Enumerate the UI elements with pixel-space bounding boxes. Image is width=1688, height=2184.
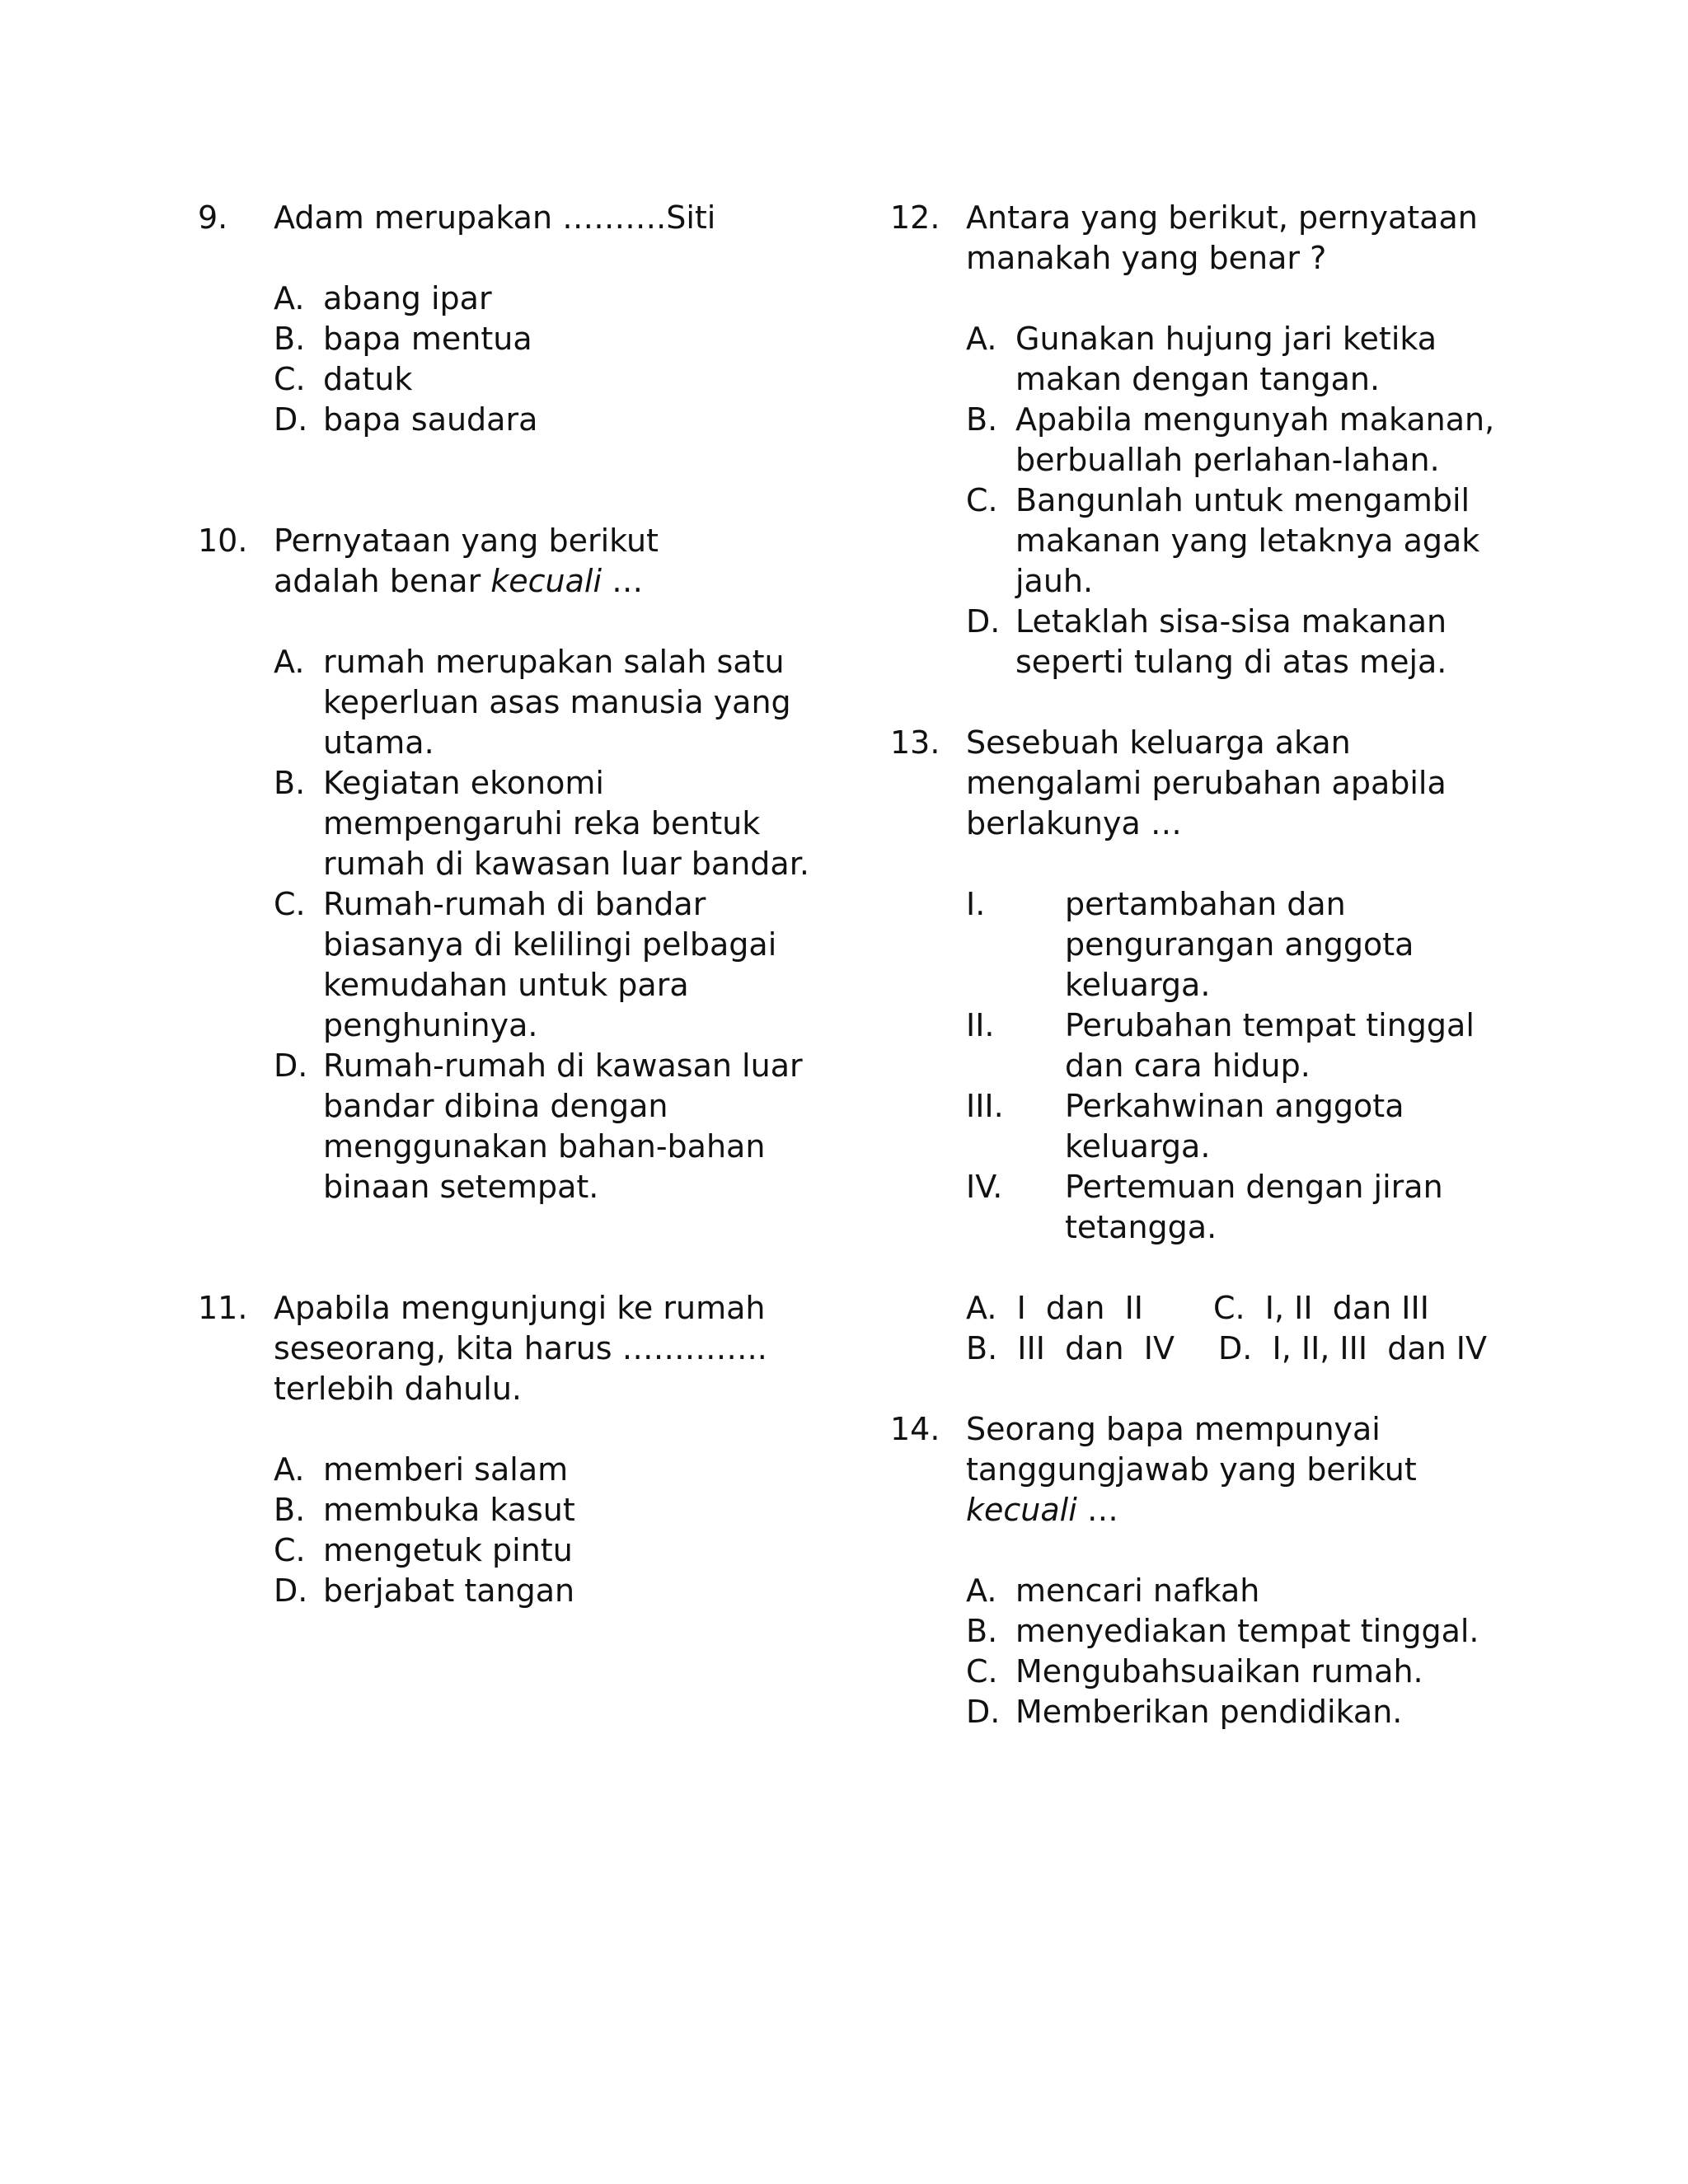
option-text: bapa mentua <box>323 321 532 357</box>
option-text: Mengubahsuaikan rumah. <box>1015 1653 1423 1690</box>
option-text: memberi salam <box>323 1451 569 1488</box>
statement-numeral: I. <box>966 886 986 922</box>
option-letter: C. <box>274 886 306 922</box>
option-letter: A. <box>274 280 305 316</box>
option-b <box>966 1611 1500 1652</box>
option-letter: D. <box>966 603 1001 640</box>
answer-a: A. I dan II <box>966 1290 1143 1326</box>
option-letter: B. <box>966 401 998 438</box>
stem-line: tanggungjawab yang berikut <box>966 1451 1417 1488</box>
statement-text: Perkahwinan anggota keluarga. <box>1065 1088 1404 1165</box>
option-d <box>274 400 824 440</box>
option-text: Apabila mengunyah makanan, berbuallah perlahan-lahan. <box>1015 401 1495 478</box>
question-stem: Sesebuah keluarga akan mengalami perubahan apabila berlakunya … <box>966 724 1447 841</box>
statement-text: Pertemuan dengan jiran tetangga. <box>1065 1169 1443 1245</box>
option-a <box>274 279 824 319</box>
option-letter: C. <box>966 482 998 518</box>
question-number: 10. <box>198 523 248 559</box>
stem-italic-word: kecuali <box>966 1492 1077 1528</box>
answer-grid <box>966 1288 1500 1369</box>
option-letter: B. <box>966 1613 998 1649</box>
option-text: Bangunlah untuk mengambil makanan yang letaknya agak jauh. <box>1015 482 1480 599</box>
stem-line: Pernyataan yang berikut <box>274 523 659 559</box>
option-text: datuk <box>323 361 413 397</box>
option-text: mencari nafkah <box>1015 1572 1260 1609</box>
stem-ellipsis: … <box>1076 1492 1118 1528</box>
option-letter: A. <box>274 1451 305 1488</box>
answer-c: C. I, II dan III <box>1213 1290 1429 1326</box>
question-11 <box>198 1288 824 1611</box>
option-text: Rumah-rumah di bandar biasanya di kelilingi pelbagai kemudahan untuk para penghuninya. <box>323 886 777 1043</box>
statement-list <box>966 884 1500 1248</box>
statement-numeral: III. <box>966 1088 1004 1124</box>
question-stem: Apabila mengunjungi ke rumah seseorang, kita harus ………….. terlebih dahulu. <box>274 1290 767 1407</box>
option-a <box>966 319 1500 400</box>
option-letter: D. <box>274 401 308 438</box>
question-stem <box>274 521 824 602</box>
option-list <box>274 279 824 440</box>
stem-text: adalah benar <box>274 563 491 599</box>
question-number: 13. <box>890 724 940 761</box>
question-stem: Antara yang berikut, pernyataan manakah yang benar ? <box>966 199 1478 276</box>
answer-row <box>966 1288 1500 1329</box>
statement-ii <box>966 1005 1500 1086</box>
option-text: Memberikan pendidikan. <box>1015 1694 1403 1730</box>
option-b <box>274 319 824 359</box>
stem-line <box>966 1490 1500 1530</box>
option-list <box>274 642 824 1207</box>
option-list <box>274 1450 824 1611</box>
question-number: 14. <box>890 1411 940 1447</box>
option-c <box>274 359 824 400</box>
option-b <box>274 1490 824 1530</box>
option-letter: C. <box>966 1653 998 1690</box>
option-letter: B. <box>274 321 306 357</box>
option-c <box>966 480 1500 602</box>
option-a <box>274 642 824 763</box>
statement-i <box>966 884 1500 1005</box>
statement-text: pertambahan dan pengurangan anggota keluarga. <box>1065 886 1414 1003</box>
stem-line <box>274 561 824 602</box>
option-text: Kegiatan ekonomi mempengaruhi reka bentuk rumah di kawasan luar bandar. <box>323 765 809 882</box>
option-text: membuka kasut <box>323 1492 575 1528</box>
option-a <box>966 1571 1500 1611</box>
statement-numeral: II. <box>966 1007 995 1043</box>
option-c <box>274 884 824 1046</box>
question-number: 11. <box>198 1290 248 1326</box>
option-letter: D. <box>274 1572 308 1609</box>
question-12 <box>890 198 1500 682</box>
statement-text: Perubahan tempat tinggal dan cara hidup. <box>1065 1007 1475 1084</box>
option-letter: B. <box>274 765 306 801</box>
option-text: Letaklah sisa-sisa makanan seperti tulang di atas meja. <box>1015 603 1447 680</box>
option-c <box>274 1530 824 1571</box>
option-letter: C. <box>274 361 306 397</box>
answer-d: D. I, II, III dan IV <box>1218 1330 1487 1366</box>
question-number: 12. <box>890 199 940 236</box>
option-text: mengetuk pintu <box>323 1532 573 1568</box>
statement-iii <box>966 1086 1500 1167</box>
option-b <box>274 763 824 884</box>
question-13 <box>890 723 1500 1369</box>
stem-ellipsis: … <box>602 563 644 599</box>
option-text: menyediakan tempat tinggal. <box>1015 1613 1479 1649</box>
option-d <box>966 1692 1500 1732</box>
stem-italic-word: kecuali <box>490 563 603 599</box>
option-letter: D. <box>274 1047 308 1084</box>
option-letter: C. <box>274 1532 306 1568</box>
left-column <box>198 198 824 1611</box>
question-9 <box>198 198 824 440</box>
option-c <box>966 1652 1500 1692</box>
option-letter: B. <box>274 1492 306 1528</box>
option-a <box>274 1450 824 1490</box>
option-letter: D. <box>966 1694 1001 1730</box>
question-stem <box>966 1409 1500 1530</box>
option-d <box>966 602 1500 682</box>
option-text: Rumah-rumah di kawasan luar bandar dibina dengan menggunakan bahan-bahan binaan setempat. <box>323 1047 803 1205</box>
option-list <box>966 319 1500 682</box>
option-text: Gunakan hujung jari ketika makan dengan tangan. <box>1015 321 1437 397</box>
statement-numeral: IV. <box>966 1169 1003 1205</box>
option-letter: A. <box>966 321 997 357</box>
option-letter: A. <box>966 1572 997 1609</box>
stem-line: Seorang bapa mempunyai <box>966 1411 1381 1447</box>
option-d <box>274 1046 824 1207</box>
option-text: berjabat tangan <box>323 1572 575 1609</box>
question-10 <box>198 521 824 1207</box>
option-letter: A. <box>274 644 305 680</box>
option-text: abang ipar <box>323 280 492 316</box>
question-stem: Adam merupakan ……….Siti <box>274 199 716 236</box>
statement-iv <box>966 1167 1500 1248</box>
option-text: bapa saudara <box>323 401 538 438</box>
option-d <box>274 1571 824 1611</box>
option-list <box>966 1571 1500 1732</box>
option-text: rumah merupakan salah satu keperluan asas manusia yang utama. <box>323 644 791 761</box>
answer-b: B. III dan IV <box>966 1330 1175 1366</box>
option-b <box>966 400 1500 480</box>
question-14 <box>890 1409 1500 1732</box>
question-number: 9. <box>198 199 228 236</box>
right-column <box>890 198 1500 1732</box>
answer-row <box>966 1329 1500 1369</box>
